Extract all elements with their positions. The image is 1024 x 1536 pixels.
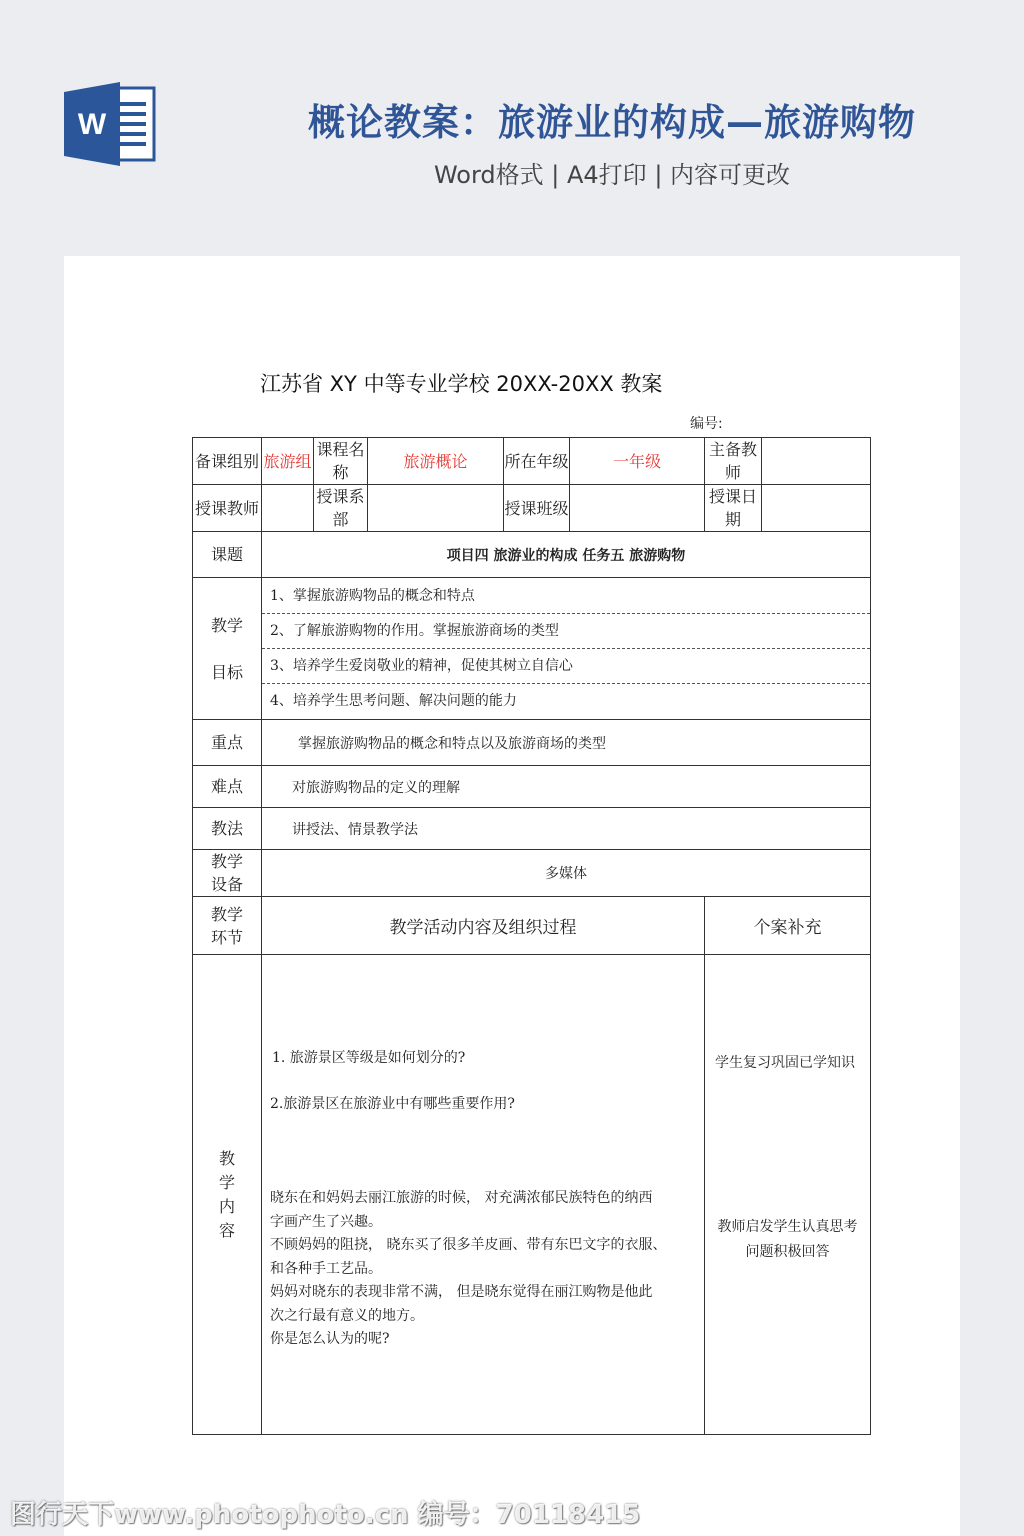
- equipment-value: 多媒体: [262, 850, 871, 897]
- topic-value: 项目四 旅游业的构成 任务五 旅游购物: [262, 532, 871, 578]
- svg-text:W: W: [77, 108, 107, 141]
- table-row: [193, 955, 871, 1435]
- difficulty-value: 对旅游购物品的定义的理解: [262, 766, 871, 808]
- grade-value: 一年级: [570, 438, 705, 485]
- table-row: [193, 720, 871, 766]
- course-value: 旅游概论: [368, 438, 504, 485]
- supplement-content: [705, 955, 871, 1435]
- story-line: 和各种手工艺品。: [270, 1260, 382, 1277]
- equipment-label-line-2: 设备: [210, 875, 243, 894]
- page-title: 概论教案：旅游业的构成—旅游购物: [308, 101, 916, 144]
- class-value: [570, 485, 705, 532]
- grade-label: 所在年级: [504, 438, 570, 485]
- story-line: 字画产生了兴趣。: [270, 1213, 382, 1230]
- department-value: [368, 485, 504, 532]
- table-row: [193, 532, 871, 578]
- table-row: [193, 485, 871, 532]
- table-row: [193, 897, 871, 955]
- goals-label: [193, 578, 262, 720]
- activity-content: [262, 955, 705, 1435]
- document-page: [64, 256, 960, 1536]
- story-line: 不顾妈妈的阻挠， 晓东买了很多羊皮画、带有东巴文字的衣服、: [270, 1237, 667, 1253]
- story-line: 次之行最有意义的地方。: [270, 1307, 424, 1324]
- method-value: 讲授法、情景教学法: [262, 808, 871, 850]
- story-line: 你是怎么认为的呢?: [270, 1331, 390, 1347]
- lead-teacher-label: 主备教师: [705, 438, 762, 485]
- page-subtitle: Word格式 | A4打印 | 内容可更改: [433, 161, 791, 189]
- equipment-label: [193, 850, 262, 897]
- watermark: 图行天下www.photophoto.cn 编号：70118415: [10, 1500, 641, 1530]
- class-label: 授课班级: [504, 485, 570, 532]
- table-row: [193, 850, 871, 897]
- content-label-char: 内: [218, 1196, 235, 1216]
- story-text: [270, 1187, 700, 1352]
- content-label-char: 教: [218, 1148, 235, 1168]
- content-label-char: 容: [218, 1220, 235, 1240]
- stage-label: [193, 897, 262, 955]
- table-row: [193, 808, 871, 850]
- table-row: [193, 438, 871, 485]
- goals-label-line-1: 教学: [210, 615, 243, 635]
- question-1: 1. 旅游景区等级是如何划分的?: [272, 1050, 466, 1066]
- story-line: 妈妈对晓东的表现非常不满， 但是晓东觉得在丽江购物是他此: [270, 1284, 653, 1300]
- topic-label: 课题: [193, 532, 262, 578]
- supplement-note-2: 教师启发学生认真思考问题积极回答: [717, 1219, 858, 1260]
- date-label: 授课日期: [705, 485, 762, 532]
- group-value: 旅游组: [262, 438, 314, 485]
- activity-header: 教学活动内容及组织过程: [262, 897, 705, 955]
- supplement-header: 个案补充: [705, 897, 871, 955]
- method-label: 教法: [193, 808, 262, 850]
- stage-label-line-1: 教学: [210, 904, 243, 924]
- teacher-value: [262, 485, 314, 532]
- equipment-label-line-1: 教学: [210, 852, 243, 871]
- goal-item: 3、培养学生爱岗敬业的精神，促使其树立自信心: [262, 649, 870, 684]
- teacher-label: 授课教师: [193, 485, 262, 532]
- goals-label-line-2: 目标: [210, 662, 243, 682]
- table-row: [193, 578, 871, 720]
- department-label: 授课系部: [314, 485, 368, 532]
- table-row: [193, 766, 871, 808]
- question-2: 2.旅游景区在旅游业中有哪些重要作用?: [270, 1096, 515, 1112]
- course-label: 课程名称: [314, 438, 368, 485]
- key-point-value: 掌握旅游购物品的概念和特点以及旅游商场的类型: [262, 720, 871, 766]
- supplement-note-1: 学生复习巩固已学知识: [715, 1055, 855, 1071]
- date-value: [762, 485, 871, 532]
- word-document-icon: [64, 82, 156, 166]
- content-label-char: 学: [218, 1172, 235, 1192]
- lead-teacher-value: [762, 438, 871, 485]
- stage-label-line-2: 环节: [210, 927, 243, 947]
- group-label: 备课组别: [193, 438, 262, 485]
- difficulty-label: 难点: [193, 766, 262, 808]
- story-line: 晓东在和妈妈去丽江旅游的时候， 对充满浓郁民族特色的纳西: [270, 1190, 653, 1206]
- key-point-label: 重点: [193, 720, 262, 766]
- goal-item: 2、了解旅游购物的作用。掌握旅游商场的类型: [262, 614, 870, 649]
- content-label: [193, 955, 262, 1435]
- school-title: 江苏省 XY 中等专业学校 20XX-20XX 教案: [260, 372, 663, 396]
- goal-item: 1、掌握旅游购物品的概念和特点: [262, 579, 870, 614]
- serial-number-label: 编号:: [690, 416, 723, 432]
- goal-item: 4、培养学生思考问题、解决问题的能力: [270, 692, 517, 709]
- goals-cell: [262, 578, 871, 720]
- lesson-plan-table: [192, 437, 871, 1435]
